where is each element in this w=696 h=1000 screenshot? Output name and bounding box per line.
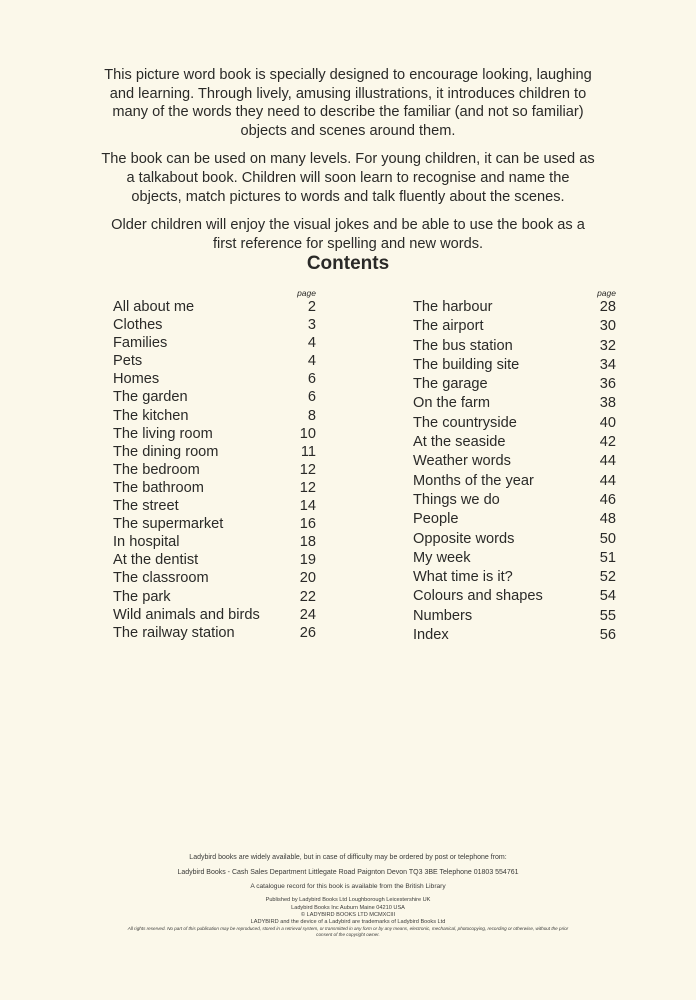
contents-entry-page: 40 xyxy=(599,414,616,431)
publisher-line: Published by Ladybird Books Ltd Loughborough Leicestershire UK xyxy=(265,897,431,903)
contents-entry-page: 38 xyxy=(599,395,616,412)
contents-entry-page: 30 xyxy=(599,318,616,335)
contents-entry-label: Index xyxy=(413,627,449,644)
contents-entry-page: 11 xyxy=(300,443,316,460)
contents-entry-label: Families xyxy=(113,335,168,352)
contents-entry-page: 44 xyxy=(599,472,616,489)
contents-entry-page: 2 xyxy=(307,299,316,315)
contents-row xyxy=(413,491,616,510)
contents-row xyxy=(113,533,316,551)
contents-entry-label: Opposite words xyxy=(413,530,515,547)
contents-entry-label: Months of the year xyxy=(413,472,534,489)
contents-entry-label: The harbour xyxy=(413,299,493,315)
rights-notice: All rights reserved. No part of this publication may be reproduced, stored in a retrieval system, or transmitted in any form or by any means, electronic, mechanical, photocopying, recording or otherwise, without the prior consent of the copyright owner. xyxy=(127,926,569,937)
contents-row xyxy=(413,414,616,433)
contents-entry-page: 24 xyxy=(299,606,316,623)
contents-row xyxy=(413,452,616,471)
contents-row xyxy=(113,425,316,443)
page-column-header: page xyxy=(297,288,316,298)
contents-entry-page: 6 xyxy=(307,389,316,406)
contents-entry-label: Things we do xyxy=(413,491,500,508)
trademark-line: LADYBIRD and the device of a Ladybird are trademarks of Ladybird Books Ltd xyxy=(250,919,446,925)
contents-entry-label: My week xyxy=(413,549,471,566)
contents-entry-label: Weather words xyxy=(413,453,511,470)
contents-title: Contents xyxy=(306,253,390,274)
contents-entry-label: The supermarket xyxy=(113,516,224,533)
contents-entry-label: The garage xyxy=(413,376,488,393)
contents-entry-label: Numbers xyxy=(413,607,473,624)
contents-row xyxy=(413,356,616,375)
contents-entry-label: The classroom xyxy=(113,570,209,587)
contents-row xyxy=(413,549,616,568)
contents-row xyxy=(413,317,616,336)
contents-entry-page: 20 xyxy=(299,570,316,587)
contents-row xyxy=(413,298,616,317)
contents-entry-label: All about me xyxy=(113,299,195,315)
contents-entry-label: The bathroom xyxy=(113,479,204,496)
contents-entry-page: 55 xyxy=(599,607,616,624)
contents-entry-page: 16 xyxy=(299,516,316,533)
contents-entry-page: 19 xyxy=(299,552,316,569)
contents-left-column xyxy=(113,288,316,642)
contents-entry-page: 4 xyxy=(307,353,316,370)
contents-entry-page: 34 xyxy=(599,356,616,373)
contents-entry-label: In hospital xyxy=(113,534,180,551)
contents-entry-label: At the seaside xyxy=(413,434,506,451)
intro-paragraph-2: The book can be used on many levels. For young children, it can be used as a talkabout book. Children will soon learn to recognise and name the objects, match pictures to words and talk fluently about the scenes. xyxy=(101,151,595,205)
contents-row xyxy=(113,497,316,515)
contents-entry-label: The railway station xyxy=(113,624,235,641)
intro-paragraph-3: Older children will enjoy the visual jokes and be able to use the book as a first reference for spelling and new words. xyxy=(111,217,585,252)
contents-entry-label: On the farm xyxy=(413,395,491,412)
contents-entry-page: 36 xyxy=(599,376,616,393)
contents-entry-label: Wild animals and birds xyxy=(113,606,260,623)
contents-entry-label: The countryside xyxy=(413,414,517,431)
contents-entry-page: 12 xyxy=(299,479,316,496)
contents-row xyxy=(113,298,316,316)
contents-entry-label: The dining room xyxy=(113,443,219,460)
contents-row xyxy=(113,352,316,370)
page-column-header: page xyxy=(597,288,616,298)
copyright-line: © LADYBIRD BOOKS LTD MCMXCIII xyxy=(300,912,396,918)
contents-entry-label: People xyxy=(413,511,459,528)
contents-row xyxy=(113,461,316,479)
contents-row xyxy=(413,433,616,452)
sales-address: Ladybird Books - Cash Sales Department Littlegate Road Paignton Devon TQ3 3BE Telephone 01803 554761 xyxy=(177,869,519,876)
contents-row xyxy=(413,587,616,606)
contents-row xyxy=(113,316,316,334)
contents-entry-label: At the dentist xyxy=(113,552,199,569)
contents-row xyxy=(413,510,616,529)
contents-entry-page: 12 xyxy=(299,461,316,478)
contents-row xyxy=(413,472,616,491)
contents-entry-page: 3 xyxy=(307,317,316,334)
contents-entry-page: 18 xyxy=(299,534,316,551)
contents-entry-label: Homes xyxy=(113,371,160,388)
contents-row xyxy=(413,394,616,413)
contents-entry-label: The living room xyxy=(113,425,213,442)
contents-entry-label: The kitchen xyxy=(113,407,189,424)
contents-row xyxy=(113,479,316,497)
us-address: Ladybird Books Inc Auburn Maine 04210 USA xyxy=(291,905,405,911)
contents-entry-label: The bus station xyxy=(413,337,513,354)
contents-entry-label: The building site xyxy=(413,356,520,373)
contents-entry-page: 44 xyxy=(599,453,616,470)
contents-entry-page: 46 xyxy=(599,491,616,508)
contents-row xyxy=(113,606,316,624)
contents-entry-page: 4 xyxy=(307,335,316,352)
contents-row xyxy=(113,407,316,425)
contents-entry-page: 22 xyxy=(299,588,316,605)
contents-row xyxy=(413,530,616,549)
contents-entry-page: 54 xyxy=(599,588,616,605)
contents-entry-page: 6 xyxy=(307,371,316,388)
contents-row xyxy=(113,569,316,587)
contents-entry-page: 48 xyxy=(599,511,616,528)
contents-row xyxy=(113,370,316,388)
contents-row xyxy=(113,624,316,642)
contents-entry-page: 51 xyxy=(599,549,616,566)
contents-right-column xyxy=(413,288,616,645)
contents-entry-page: 42 xyxy=(599,434,616,451)
contents-row xyxy=(113,443,316,461)
contents-entry-label: What time is it? xyxy=(413,569,513,586)
contents-row xyxy=(413,568,616,587)
catalogue-note: A catalogue record for this book is available from the British Library xyxy=(250,883,446,890)
contents-row xyxy=(113,588,316,606)
contents-entry-label: The street xyxy=(113,498,179,515)
contents-entry-label: The garden xyxy=(113,389,188,406)
contents-entry-label: The bedroom xyxy=(113,461,200,478)
contents-entry-label: Colours and shapes xyxy=(413,588,543,605)
contents-entry-page: 32 xyxy=(599,337,616,354)
intro-paragraph-1: This picture word book is specially designed to encourage looking, laughing and learning. Through lively, amusing illustrations, it introduces children to many of the words they need to describe the familiar (and not so familiar) objects and scenes around them. xyxy=(104,67,592,139)
contents-row xyxy=(113,334,316,352)
contents-row xyxy=(113,551,316,569)
contents-entry-page: 50 xyxy=(599,530,616,547)
contents-entry-page: 8 xyxy=(307,407,316,424)
contents-entry-page: 10 xyxy=(299,425,316,442)
contents-entry-label: Pets xyxy=(113,353,143,370)
contents-row xyxy=(413,337,616,356)
contents-row xyxy=(113,515,316,533)
availability-note: Ladybird books are widely available, but in case of difficulty may be ordered by post or telephone from: xyxy=(189,854,507,861)
contents-entry-label: Clothes xyxy=(113,317,163,334)
contents-entry-page: 56 xyxy=(599,627,616,644)
contents-row xyxy=(413,607,616,626)
publisher-footer xyxy=(120,853,576,938)
contents-row xyxy=(413,375,616,394)
contents-row xyxy=(113,388,316,406)
contents-entry-page: 28 xyxy=(599,299,616,315)
contents-entry-label: The park xyxy=(113,588,171,605)
contents-entry-label: The airport xyxy=(413,318,484,335)
contents-entry-page: 52 xyxy=(599,569,616,586)
contents-entry-page: 14 xyxy=(299,498,316,515)
contents-entry-page: 26 xyxy=(299,624,316,641)
contents-row xyxy=(413,626,616,645)
intro-text xyxy=(100,66,596,263)
